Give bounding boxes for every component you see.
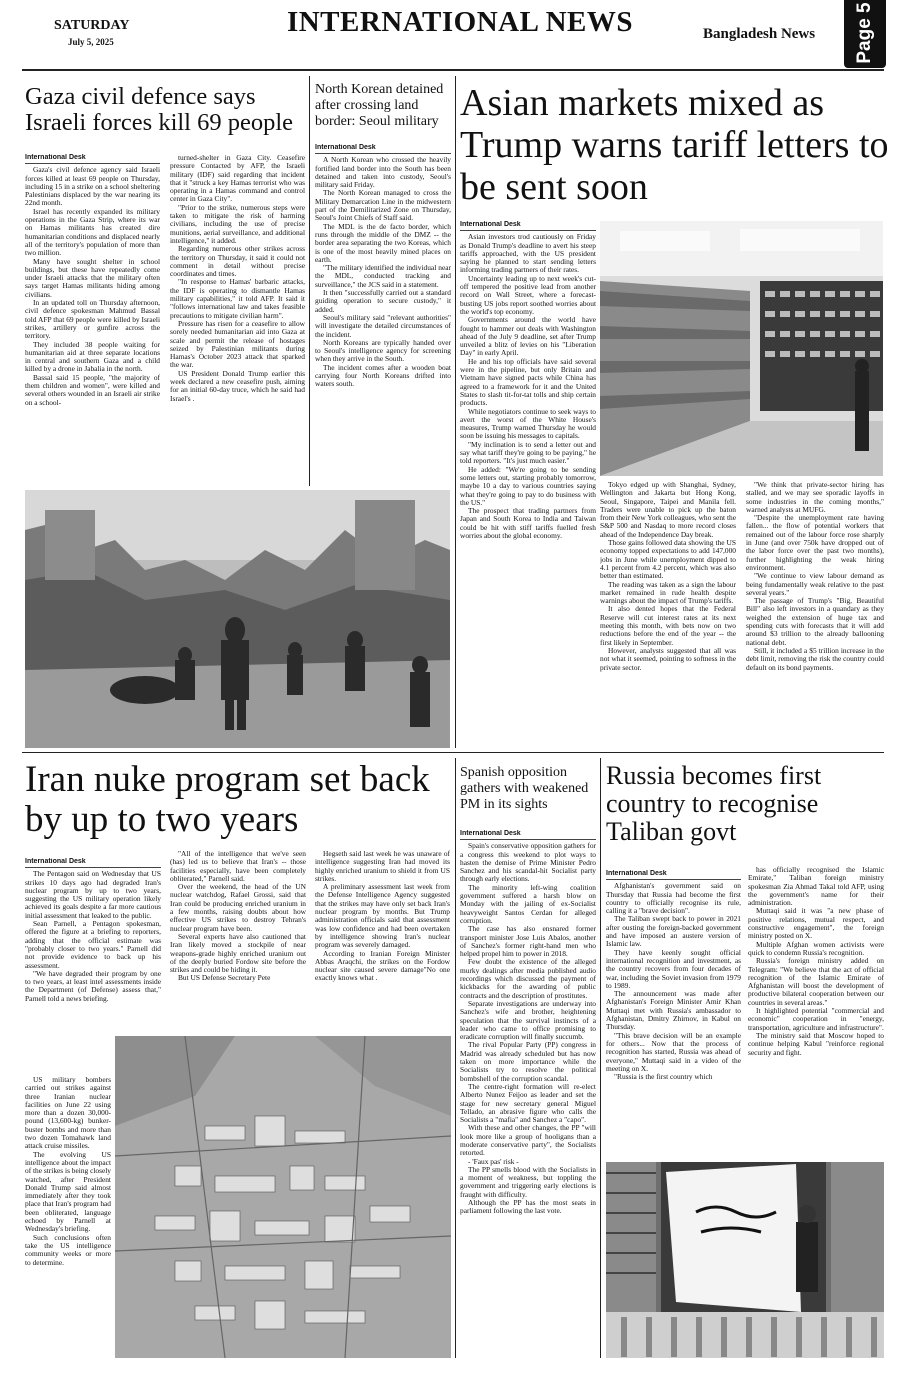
asia-para: "We think that private-sector hiring has stalled, and we may see sporadic layoffs in some industries in the coming months," warned analysts at MUFG. xyxy=(746,481,884,514)
russia-desk: International Desk xyxy=(606,870,741,880)
russia-para: The ministry said that Moscow hoped to continue helping Kabul "reinforce regional security and fight. xyxy=(748,1030,884,1057)
asia-para: Tokyo edged up with Shanghai, Sydney, Wellington and Jakarta but Hong Kong, Seoul, Singapore, Taipei and Manila fell. Traders were unable to pick up the baton from their New York colleagues, who sent the S&P 500 and Nasdaq to more record closes ahead of the Independence Day break. xyxy=(600,481,736,539)
russia-para: has officially recognised the Islamic Emirate," Taliban foreign ministry spokesman Zia Ahmad Takal told AFP, using the government's name for their administration. xyxy=(748,866,884,908)
asia-para: The prospect that trading partners from Japan and South Korea to India and Taiwan could be hit with stiff tariffs fuelled fresh worries about the global economy. xyxy=(460,506,596,540)
masthead-rule xyxy=(22,69,884,71)
gaza-para: Gaza's civil defence agency said Israeli forces killed at least 69 people on Thursday, including 15 in a strike on a school sheltering Palestinians displaced by the war nearing its 22nd month. xyxy=(25,165,160,208)
nk-para: The North Korean managed to cross the Military Demarcation Line in the midwestern part of the Demilitarized Zone on Thursday, Seoul's Joint Chiefs of Staff said. xyxy=(315,188,451,223)
spain-para: The PP smells blood with the Socialists in a moment of weakness, but toppling the government and triggering early elections is fraught with difficulty. xyxy=(460,1164,596,1199)
asia-desk: International Desk xyxy=(460,221,596,231)
spain-para: Spain's conservative opposition gathers for a congress this weekend to plot ways to hasten the demise of Prime Minister Pedro Sanchez and his scandal-hit Socialist party through early elections. xyxy=(460,841,596,884)
asia-para: "We continue to view labour demand as being fundamentally weak relative to the past several years." xyxy=(746,571,884,597)
asia-para: Governments around the world have fought to hammer out deals with Washington ahead of the July 9 deadline, set after Trump unveiled a blitz of levies on his "Liberation Day" in early April. xyxy=(460,315,596,358)
russia-para: The announcement was made after Afghanistan's Foreign Minister Amir Khan Muttaqi met with Russia's ambassador to Afghanistan, Dmitry Zhirnov, in Kabul on Thursday. xyxy=(606,989,741,1032)
russia-col-1 xyxy=(606,870,741,1158)
iran-para: US military bombers carried out strikes against three Iranian nuclear facilities on June 22 using more than a dozen 30,000-pound (13,600-kg) bunker-buster bombs and more than two dozen Tomahawk land attack cruise missiles. xyxy=(25,1076,111,1151)
satellite-image xyxy=(115,1036,451,1358)
iran-col-1b xyxy=(25,1076,111,1356)
nk-para: A North Korean who crossed the heavily fortified land border into the South has been detained and taken into custody, Seoul's military said Friday. xyxy=(315,155,451,190)
gaza-para: Pressure has risen for a ceasefire to allow sorely needed humanitarian aid into Gaza at scale and permit the release of hostages seized by Palestinian militants during Hamas's October 2023 attack that sparked the war. xyxy=(170,318,305,370)
asia-para: He and his top officials have said several were in the pipeline, but only Britain and Vietnam have signed pacts while China has agreed to a framework for it and the United States to slash tit-for-tat tolls and ship certain products. xyxy=(460,356,596,408)
asia-para: "Despite the unemployment rate having fallen... the flow of potential workers that remained out of the labour force rose sharply in June (and over 750k have dropped out of the labor force over the past two months), further highlighting the weak hiring environment. xyxy=(746,513,884,572)
spain-para: The case has also ensnared former transport minister Jose Luis Abalos, another of Sanchez's former right-hand men who helped propel him to power in 2018. xyxy=(460,924,596,959)
spain-para: The minority left-wing coalition government suffered a harsh blow on Monday with the jailing of ex-Socialist heavyweight Santos Cerdan for alleged corruption. xyxy=(460,882,596,925)
asia-para: The passage of Trump's "Big, Beautiful Bill" also left investors in a quandary as they weighed the extension of huge tax and spending cuts with forecasts that it will add around $3 trillion to the already ballooning national debt. xyxy=(746,596,884,647)
nk-para: It then "successfully carried out a standard guiding operation to secure custody," it added. xyxy=(315,288,451,314)
nk-para: "The military identified the individual near the MDL, conducted tracking and surveillance," the JCS said in a statement. xyxy=(315,263,451,289)
nk-para: Seoul's military said "relevant authorities" will investigate the detailed circumstances of the incident. xyxy=(315,312,451,339)
russia-para: They have keenly sought official international recognition and investment, as the country recovers from four decades of war, including the Soviet invasion from 1979 to 1989. xyxy=(606,947,741,990)
iran-col-3 xyxy=(315,850,450,1030)
taliban-flag-photo xyxy=(606,1162,884,1358)
asia-col-3 xyxy=(746,481,884,748)
nk-desk: International Desk xyxy=(315,144,451,154)
gaza-col-2 xyxy=(170,154,305,484)
asia-para: He added: "We're going to be sending some letters out, starting probably tomorrow, maybe 10 a day to various countries saying what they're going to pay to do business with the US." xyxy=(460,464,596,507)
section-title: INTERNATIONAL NEWS xyxy=(286,6,634,38)
section-rule xyxy=(22,752,884,753)
gaza-para: US President Donald Trump earlier this week declared a new ceasefire push, aiming for an initial 60-day truce, which he said had Israel's . xyxy=(170,368,305,403)
iran-para: But US Defense Secretary Pete xyxy=(178,973,271,983)
russia-para: It highlighted potential "commercial and economic" cooperation in "energy, transportation, agriculture and infrastructure". xyxy=(748,1006,884,1032)
gaza-para: Regarding numerous other strikes across the territory on Thursday, it said it could not comment in detail without precise coordinates and times. xyxy=(170,244,305,279)
spain-para: Separate investigations are underway into Sanchez's wife and brother, heightening speculation that the survival instincts of a leader who came to office promising to eradicate corruption will finally succumb. xyxy=(460,998,596,1042)
iran-para: Several experts have also cautioned that Iran likely moved a stockpile of near weapons-grade highly enriched uranium out of the deeply buried Fordow site before the strikes and could be hiding it. xyxy=(170,931,306,975)
gaza-para: Israel has recently expanded its military operations in the Gaza Strip, where its war on Hamas militants has created dire humanitarian conditions and displaced nearly all of the territory's population of more than two million. xyxy=(25,206,160,258)
russia-headline: Russia becomes first country to recognise Taliban govt xyxy=(606,761,822,846)
gaza-para: In an updated toll on Thursday afternoon, civil defence spokesman Mahmud Bassal told AFP that 69 people were killed by Israeli strikes, artillery or gunfire across the territory. xyxy=(25,298,160,341)
russia-para: Russia's foreign ministry added on Telegram: "We believe that the act of official recognition of the Islamic Emirate of Afghanistan will boost the development of productive bilateral cooperation between our countries in several areas." xyxy=(748,956,884,1007)
iran-para: Over the weekend, the head of the UN nuclear watchdog, Rafael Grossi, said that Iran could be producing enriched uranium in a few months, raising doubts about how effective US strikes to destroy Tehran's nuclear program have been. xyxy=(170,882,306,933)
gaza-para: turned-shelter in Gaza City. Ceasefire pressure Contacted by AFP, the Israeli military (IDF) said regarding that incident that it "struck a key Hamas terrorist who was operating in a Hamas command and control center in Gaza City". xyxy=(170,154,305,204)
masthead xyxy=(0,0,897,70)
iran-col-2 xyxy=(170,850,306,1030)
iran-para: Sean Parnell, a Pentagon spokesman, offered the figure at a briefing to reporters, adding that the official estimate was "probably closer to two years." Parnell did not provide evidence to back up his assessment. xyxy=(25,919,161,970)
iran-para: "All of the intelligence that we've seen (has) led us to believe that Iran's -- those facilities especially, have been completely obliterated," Parnell said. xyxy=(170,850,306,883)
iran-desk: International Desk xyxy=(25,858,161,868)
nk-para: The incident comes after a wooden boat carrying four North Koreans drifted into waters south. xyxy=(315,362,451,389)
asia-para: Uncertainty leading up to next week's cut-off tempered the positive lead from another record on Wall Street, where a forecast-busting US jobs report soothed worries about the world's top economy. xyxy=(460,273,596,316)
spain-para: With these and other changes, the PP "will look more like a group of hooligans than a moderate conservative party", the Socialists retorted. xyxy=(460,1123,596,1158)
asia-para: "My inclination is to send a letter out and say what tariff they're going to be paying," he told reporters. "It's just much easier." xyxy=(460,439,596,466)
iran-para: The evolving US intelligence about the impact of the strikes is being closely watched, after President Donald Trump said almost immediately after they took place that Iran's program had been obliterated, language echoed by Parnell at Wednesday's briefing. xyxy=(25,1149,111,1234)
asia-col-1 xyxy=(460,221,596,748)
spain-desk: International Desk xyxy=(460,830,596,840)
gaza-rubble-photo xyxy=(25,490,450,748)
gaza-para: "In response to Hamas' barbaric attacks, the IDF is operating to dismantle Hamas military capabilities," it told AFP. It said it "follows international law and takes feasible precautions to mitigate civilian harm". xyxy=(170,277,305,320)
embassy-image xyxy=(606,1162,884,1358)
iran-headline: Iran nuke program set back by up to two years xyxy=(25,759,430,840)
mall-image xyxy=(600,221,883,476)
asia-para: The reading was taken as a sign the labour market remained in rude health despite warnings about the impact of Trump's tariffs. xyxy=(600,579,736,606)
spain-col-1 xyxy=(460,830,596,1358)
gaza-col-1 xyxy=(25,154,160,484)
gaza-para: Many have sought shelter in school buildings, but these have repeatedly come under Israeli attacks that the military often says target Hamas militants hiding among civilians. xyxy=(25,256,160,299)
gaza-image xyxy=(25,490,450,748)
gaza-desk: International Desk xyxy=(25,154,160,164)
column-divider xyxy=(309,76,310,486)
spain-para: The rival Popular Party (PP) congress in Madrid was already scheduled but has now taken on more importance while the Socialists try to resolve the political bombshell of the corruption scandal. xyxy=(460,1040,596,1083)
page-number: Page 5 xyxy=(854,2,875,64)
russia-para: "This brave decision will be an example for others... Now that the process of recognition has started, Russia was ahead of everyone," Muttaqi said in a video of the meeting on X. xyxy=(606,1030,741,1073)
iran-para: According to Iranian Foreign Minister Abbas Araqchi, the strikes on the Fordow nuclear site caused severe damage"No one exactly knows what . xyxy=(315,948,450,983)
asia-para: While negotiators continue to seek ways to avert the worst of the White House's measures, Trump warned Thursday he would soon be issuing his messages to capitals. xyxy=(460,406,596,441)
iran-para: Hegseth said last week he was unaware of intelligence suggesting Iran had moved its highly enriched uranium to shield it from US strikes. xyxy=(315,850,450,883)
asia-headline: Asian markets mixed as Trump warns tariff letters to be sent soon xyxy=(460,82,889,208)
spain-para: Few doubt the existence of the alleged murky dealings after media published audio recordings which discussed the payment of kickbacks for the awarding of public contracts and the description of prostitutes. xyxy=(460,957,596,1000)
asia-para: It also dented hopes that the Federal Reserve will cut interest rates at its next meeting this month, with bets now on two reductions before the end of the year -- the first likely in September. xyxy=(600,604,736,647)
masthead-day: SATURDAY xyxy=(54,18,130,33)
spain-para: Although the PP has the most seats in parliament following the last vote. xyxy=(460,1198,596,1216)
russia-col-2 xyxy=(748,866,884,1158)
gaza-para: They included 38 people waiting for humanitarian aid at three separate locations in central and southern Gaza and a child killed by a drone in Jabalia in the north. xyxy=(25,339,160,374)
satellite-photo xyxy=(115,1036,451,1358)
brand-name: Bangladesh News xyxy=(703,26,816,42)
asia-col-2 xyxy=(600,481,736,748)
column-divider xyxy=(455,76,456,748)
nk-col-1 xyxy=(315,144,451,484)
masthead-date: July 5, 2025 xyxy=(68,37,114,47)
iran-para: "We have degraded their program by one to two years, at least intel assessments inside the Department (of Defense) assess that," Parnell told a news briefing. xyxy=(25,968,161,1003)
nk-headline: North Korean detained after crossing land border: Seoul military xyxy=(315,82,444,129)
asia-para: Asian investors trod cautiously on Friday as Donald Trump's deadline to avert his steep tariffs approached, with the US president saying he planned to start sending letters informing trading partners of their rates. xyxy=(460,232,596,275)
nk-para: The MDL is the de facto border, which runs through the middle of the DMZ -- the border area separating the two Koreas, which is one of the most heavily mined places on earth. xyxy=(315,221,451,264)
asia-para: Still, it included a $5 trillion increase in the debt limit, removing the risk the country could default on its bond payments. xyxy=(746,645,884,672)
page-number-tab xyxy=(844,0,886,68)
iran-para: A preliminary assessment last week from the Defense Intelligence Agency suggested that the strikes may have only set back Iran's nuclear program by months. But Trump administration officials said that assessment was low confidence and had been overtaken by intelligence showing Iran's nuclear program was severely damaged. xyxy=(315,882,450,950)
spain-headline: Spanish opposition gathers with weakened PM in its sights xyxy=(460,765,589,812)
iran-para: The Pentagon said on Wednesday that US strikes 10 days ago had degraded Iran's nuclear program by up to two years, suggesting the US military operation likely achieved its goals despite a far more cautious initial assessment that leaked to the public. xyxy=(25,869,161,920)
russia-para: The Taliban swept back to power in 2021 after ousting the foreign-backed government and have imposed an austere version of Islamic law. xyxy=(606,914,741,949)
iran-para: Such conclusions often take the US intelligence community weeks or more to determine. xyxy=(25,1232,111,1267)
spain-para: The centre-right formation will re-elect Alberto Nunez Feijoo as leader and set the stage for new secretary general Miguel Tellado, an abrasive figure who calls the Socialists a "mafia" and Sanchez a "capo". xyxy=(460,1081,596,1125)
asia-para: However, analysts suggested that all was not what it seemed, pointing to softness in the private sector. xyxy=(600,645,736,672)
gaza-headline: Gaza civil defence says Israeli forces kill 69 people xyxy=(25,83,294,136)
column-divider xyxy=(600,758,601,1358)
nk-para: North Koreans are typically handed over to Seoul's intelligence agency for screening when they arrive in the South. xyxy=(315,337,451,364)
russia-para: Muttaqi said it was "a new phase of positive relations, mutual respect, and constructive engagement", the foreign ministry posted on X. xyxy=(748,906,884,941)
spain-para: - 'Faux pas' risk - xyxy=(468,1156,519,1166)
shopping-mall-photo xyxy=(600,221,883,476)
column-divider xyxy=(455,758,456,1358)
gaza-para: "Prior to the strike, numerous steps were taken to mitigate the risk of harming civilians, including the use of precise munitions, aerial surveillance, and additional intelligence," it added. xyxy=(170,202,305,245)
gaza-para: Bassal said 15 people, "the majority of them children and women", were killed and several others wounded in an Israeli air strike on a school- xyxy=(25,372,160,407)
asia-para: Those gains followed data showing the US economy topped expectations to add 147,000 jobs in June while unemployment dipped to 4.1 percent from 4.2 percent, which was also better than estimated. xyxy=(600,538,736,581)
russia-para: Afghanistan's government said on Thursday that Russia had become the first country to officially recognise its rule, calling it a "brave decision". xyxy=(606,881,741,916)
russia-para: "Russia is the first country which xyxy=(614,1072,713,1082)
russia-para: Multiple Afghan women activists were quick to condemn Russia's recognition. xyxy=(748,939,884,957)
